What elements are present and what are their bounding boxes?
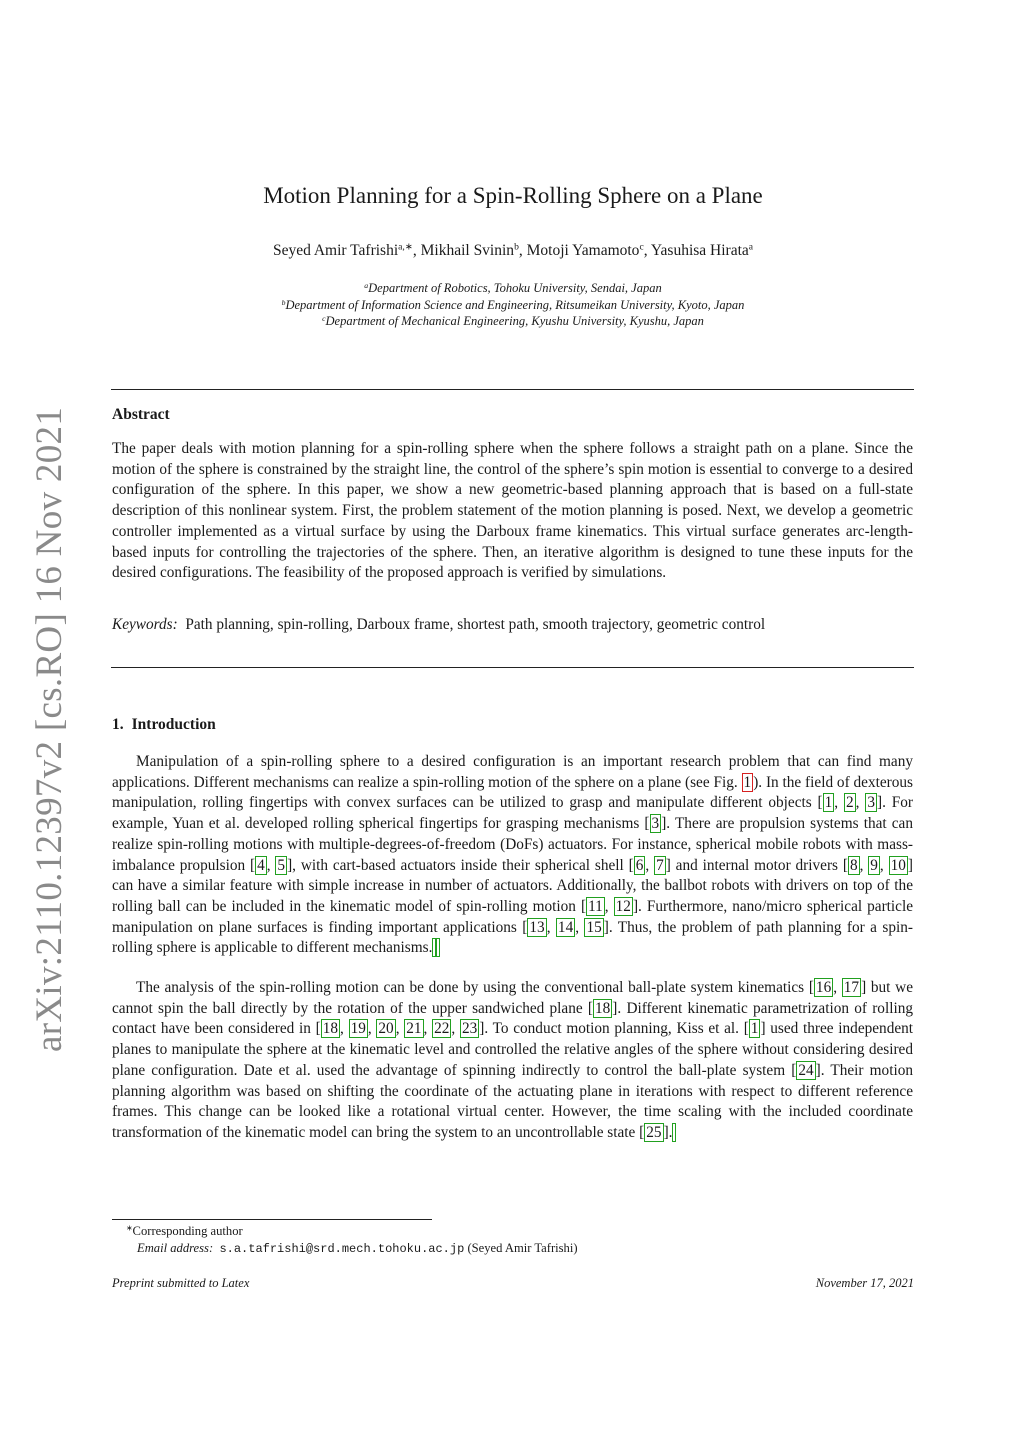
- email-link[interactable]: s.a.tafrishi@srd.mech.tohoku.ac.jp: [219, 1242, 465, 1256]
- affiliation: $^c$Department of Mechanical Engineering, Kyushu University, Kyushu, Japan: [322, 313, 704, 328]
- citation-link[interactable]: 24: [798, 1061, 814, 1079]
- citation-link[interactable]: [436, 938, 440, 957]
- citation-link[interactable]: 4: [257, 856, 265, 874]
- citation-link[interactable]: 17: [843, 979, 860, 996]
- intro-paragraph-2: The analysis of the spin-rolling motion can be done by using the conventional ball-plate system kinematics [ 16 , 17 ] but we cannot spin the ball directly by the rotation of the upper sandwiched plane [ 18 ]. Different kinematic parametrization of rolling contact have been considered in [ 18 , 19 , 20 , 21 , 22 , 23 ]. To conduct motion planning, Kiss et al. [ 1 ] used three independent planes to manipulate the sphere at the kinematic level and controlled the relative angles of the sphere without considering desired plane configuration. Date et al. used the advantage of spinning indirectly to control the ball-plate system [ 24 ]. Their motion planning algorithm was based on shifting the coordinate of the actuating plane in iterations with respect to different reference frames. This change can be looked like a rotational virtual center. However, the time scaling with the included coordinate transformation of the kinematic model can bring the system to an uncontrollable state [ 25 ].: [112, 979, 914, 1141]
- citation-link[interactable]: 22: [434, 1020, 450, 1038]
- citation-link[interactable]: 13: [529, 918, 545, 936]
- figure-link[interactable]: 1: [743, 773, 752, 791]
- author-name: Yasuhisa Hirata: [650, 242, 749, 259]
- footnote: [112, 1223, 578, 1258]
- author-name: Mikhail Svinin: [420, 242, 515, 259]
- citation-link[interactable]: 3: [651, 815, 660, 833]
- citation-link[interactable]: 3: [867, 794, 875, 812]
- citation-link[interactable]: 14: [557, 918, 574, 936]
- abstract-bottom-rule: [111, 667, 914, 668]
- citation-link[interactable]: 12: [615, 897, 631, 915]
- author-name: Motoji Yamamoto: [526, 242, 640, 259]
- citation-link[interactable]: 7: [656, 856, 664, 874]
- section-heading-introduction: 1. Introduction: [112, 716, 216, 733]
- citation-link[interactable]: [672, 1123, 676, 1142]
- citation-link[interactable]: 10: [890, 856, 906, 874]
- affiliation: $^a$Department of Robotics, Tohoku University, Sendai, Japan: [364, 280, 662, 295]
- citation-link[interactable]: 16: [815, 979, 832, 996]
- citation-link[interactable]: 2: [845, 794, 854, 812]
- paper-title: Motion Planning for a Spin-Rolling Sphere on a Plane: [263, 183, 763, 208]
- affiliation-list: [112, 280, 914, 330]
- citation-link[interactable]: 9: [870, 856, 878, 874]
- citation-link[interactable]: 25: [646, 1123, 662, 1141]
- citation-link[interactable]: 15: [586, 918, 602, 936]
- author-list: Seyed Amir Tafrishi$^{a,∗}$, Mikhail Svinin$^b$, Motoji Yamamoto$^c$, Yasuhisa Hirata$^a$: [272, 241, 754, 259]
- affiliation: $^b$Department of Information Science and Engineering, Ritsumeikan University, Kyoto, Japan: [281, 297, 745, 312]
- footnote-rule: [112, 1219, 432, 1220]
- citation-link[interactable]: 19: [350, 1020, 366, 1038]
- footnote-corresponding: ∗Corresponding author: [126, 1223, 243, 1238]
- footer-preprint-note: Preprint submitted to Latex: [112, 1276, 250, 1290]
- citation-link[interactable]: 6: [635, 856, 644, 874]
- citation-link[interactable]: 18: [594, 999, 611, 1017]
- keywords: [112, 615, 913, 636]
- citation-link[interactable]: 11: [588, 897, 603, 915]
- author-mark: b: [514, 241, 519, 253]
- citation-link[interactable]: 5: [277, 856, 286, 874]
- keywords-label: Keywords:: [112, 616, 178, 633]
- citation-link[interactable]: 1: [750, 1020, 759, 1038]
- footer-date: November 17, 2021: [815, 1276, 914, 1290]
- intro-paragraph-1: Manipulation of a spin-rolling sphere to a desired configuration is an important research problem that can find many applications. Different mechanisms can realize a spin-rolling motion of the sphere on a plane (see Fig. 1 ). In the field of dexterous manipulation, rolling fingertips with convex surfaces can be utilized to grasp and manipulate different objects [ 1 , 2 , 3 ]. For example, Yuan et al. developed rolling spherical fingertips for grasping mechanisms [ 3 ]. There are propulsion systems that can realize spin-rolling motions with multiple-degrees-of-freedom (DoFs) actuators. For instance, spherical mobile robots with mass-imbalance propulsion [ 4 , 5 ], with cart-based actuators inside their spherical shell [ 6 , 7 ] and internal motor drivers [ 8 , 9 , 10 ] can have a similar feature with simple increase in number of actuators. Additionally, the ballbot robots with drivers on top of the rolling ball can be included in the kinematic model of spin-rolling motion [ 11 , 12 ]. Furthermore, nano/micro spherical particle manipulation on plane surfaces is finding important applications [ 13 , 14 , 15 ]. Thus, the problem of path planning for a spin-rolling sphere is applicable to different mechanisms.: [112, 753, 914, 957]
- citation-link[interactable]: 1: [824, 794, 833, 812]
- author-mark: c: [639, 241, 644, 253]
- citation-link[interactable]: 21: [406, 1020, 422, 1038]
- author-mark: a,∗: [398, 241, 413, 253]
- citation-link[interactable]: 20: [378, 1020, 394, 1038]
- citation-link[interactable]: 8: [849, 856, 858, 874]
- footnote-email: Email address: s.a.tafrishi@srd.mech.tohoku.ac.jp (Seyed Amir Tafrishi): [137, 1241, 578, 1256]
- abstract-heading: Abstract: [112, 406, 170, 423]
- author-name: Seyed Amir Tafrishi: [272, 242, 399, 259]
- author-mark: a: [748, 241, 754, 253]
- abstract-top-rule: [111, 389, 914, 390]
- arxiv-stamp: arXiv:2110.12397v2 [cs.RO] 16 Nov 2021: [29, 406, 70, 1052]
- keywords-text: Path planning, spin-rolling, Darboux frame, shortest path, smooth trajectory, geometric control: [185, 616, 766, 633]
- citation-link[interactable]: 23: [461, 1020, 478, 1038]
- abstract-text: The paper deals with motion planning for a spin-rolling sphere when the sphere follows a straight path on a plane. Since the motion of the sphere is constrained by the straight line, the control of the sphere’s spin motion is essential to converge to a desired configuration of the sphere. In this paper, we show a new geometric-based planning approach that is based on a full-state description of this nonlinear system. First, the problem statement of the motion planning is posed. Next, we develop a geometric controller implemented as a virtual surface by using the Darboux frame kinematics. This virtual surface generates arc-length-based inputs for controlling the trajectories of the sphere. Then, an iterative algorithm is designed to tune these inputs for the desired configurations. The feasibility of the proposed approach is verified by simulations.: [112, 440, 913, 582]
- citation-link[interactable]: 18: [322, 1020, 339, 1038]
